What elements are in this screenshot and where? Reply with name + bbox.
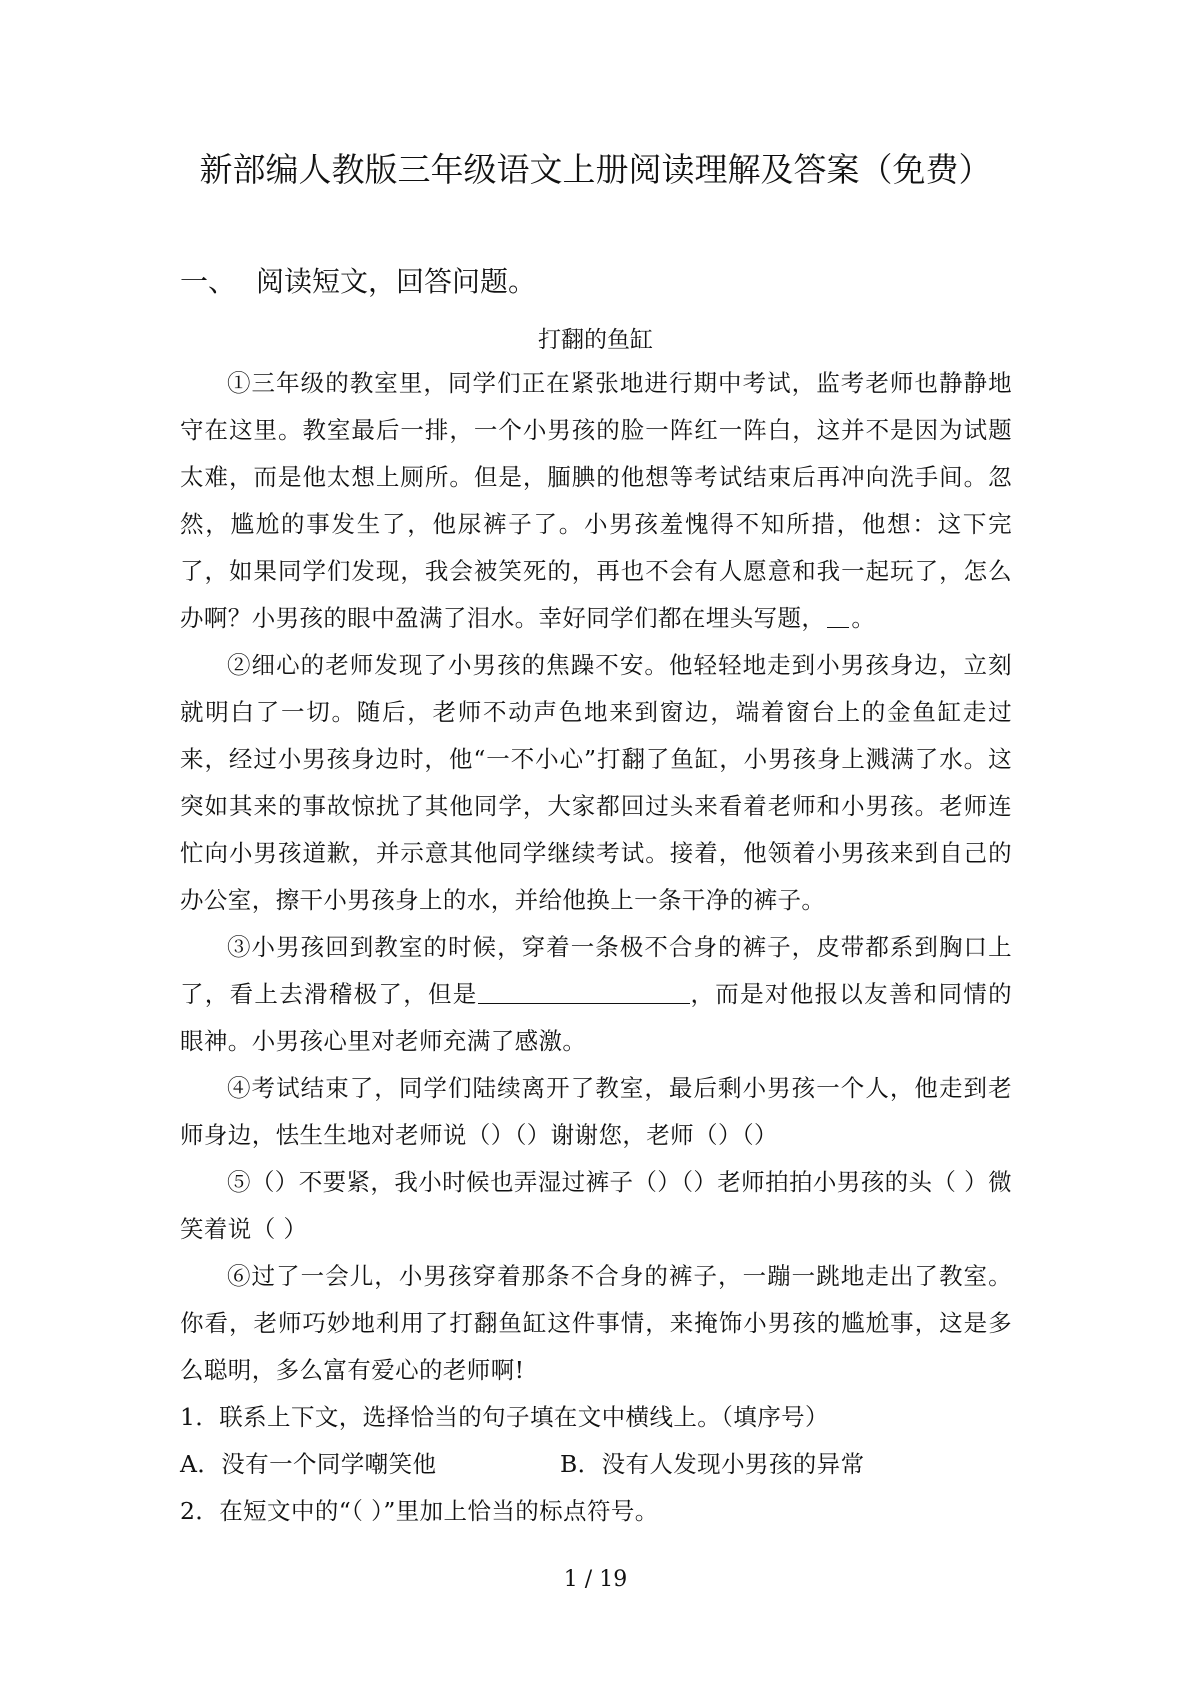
story-title: 打翻的鱼缸 [538, 327, 653, 353]
story-body [180, 360, 1012, 1535]
page-number: 1 / 19 [563, 1567, 628, 1592]
paragraph-4: ④考试结束了，同学们陆续离开了教室，最后剩小男孩一个人，他走到老师身边，怯生生地对老师说（）（）谢谢您，老师（）（） [180, 1074, 1012, 1149]
document-title: 新部编人教版三年级语文上册阅读理解及答案（免费） [199, 150, 992, 189]
paragraph-6: ⑥过了一会儿，小男孩穿着那条不合身的裤子，一蹦一跳地走出了教室。你看，老师巧妙地利用了打翻鱼缸这件事情，来掩饰小男孩的尴尬事，这是多么聪明，多么富有爱心的老师啊! [180, 1262, 1012, 1384]
section-number: 一、 [180, 265, 237, 298]
option-b: B．没有人发现小男孩的异常 [560, 1450, 865, 1478]
paragraph-2: ②细心的老师发现了小男孩的焦躁不安。他轻轻地走到小男孩身边，立刻就明白了一切。随后，老师不动声色地来到窗边，端着窗台上的金鱼缸走过来，经过小男孩身边时，他“一不小心”打翻了鱼缸，小男孩身上溅满了水。这突如其来的事故惊扰了其他同学，大家都回过头来看着老师和小男孩。老师连忙向小男孩道歉，并示意其他同学继续考试。接着，他领着小男孩来到自己的办公室，擦干小男孩身上的水，并给他换上一条干净的裤子。 [180, 651, 1012, 914]
fill-blank-2 [478, 977, 690, 1004]
question-1: 1．联系上下文，选择恰当的句子填在文中横线上。（填序号） [180, 1403, 829, 1431]
question-1-options [180, 1441, 1012, 1488]
option-a: A．没有一个同学嘲笑他 [180, 1450, 437, 1478]
question-2: 2．在短文中的“（ ）”里加上恰当的标点符号。 [180, 1497, 659, 1525]
section-heading [180, 262, 536, 302]
paragraph-3: ③小男孩回到教室的时候，穿着一条极不合身的裤子，皮带都系到胸口上了，看上去滑稽极了，但是 ，而是对他报以友善和同情的眼神。小男孩心里对老师充满了感激。 [180, 933, 1012, 1055]
paragraph-1: ①三年级的教室里，同学们正在紧张地进行期中考试，监考老师也静静地守在这里。教室最后一排，一个小男孩的脸一阵红一阵白，这并不是因为试题太难，而是他太想上厕所。但是，腼腆的他想等考试结束后再冲向洗手间。忽然，尴尬的事发生了，他尿裤子了。小男孩羞愧得不知所措，他想：这下完了，如果同学们发现，我会被笑死的，再也不会有人愿意和我一起玩了，怎么办啊？小男孩的眼中盈满了泪水。幸好同学们都在埋头写题， 。 [180, 369, 1012, 632]
fill-blank-1 [827, 601, 849, 628]
section-instruction: 阅读短文，回答问题。 [256, 265, 537, 298]
paragraph-5: ⑤（）不要紧，我小时候也弄湿过裤子（）（）老师拍拍小男孩的头（ ）微笑着说（ ） [180, 1168, 1012, 1243]
